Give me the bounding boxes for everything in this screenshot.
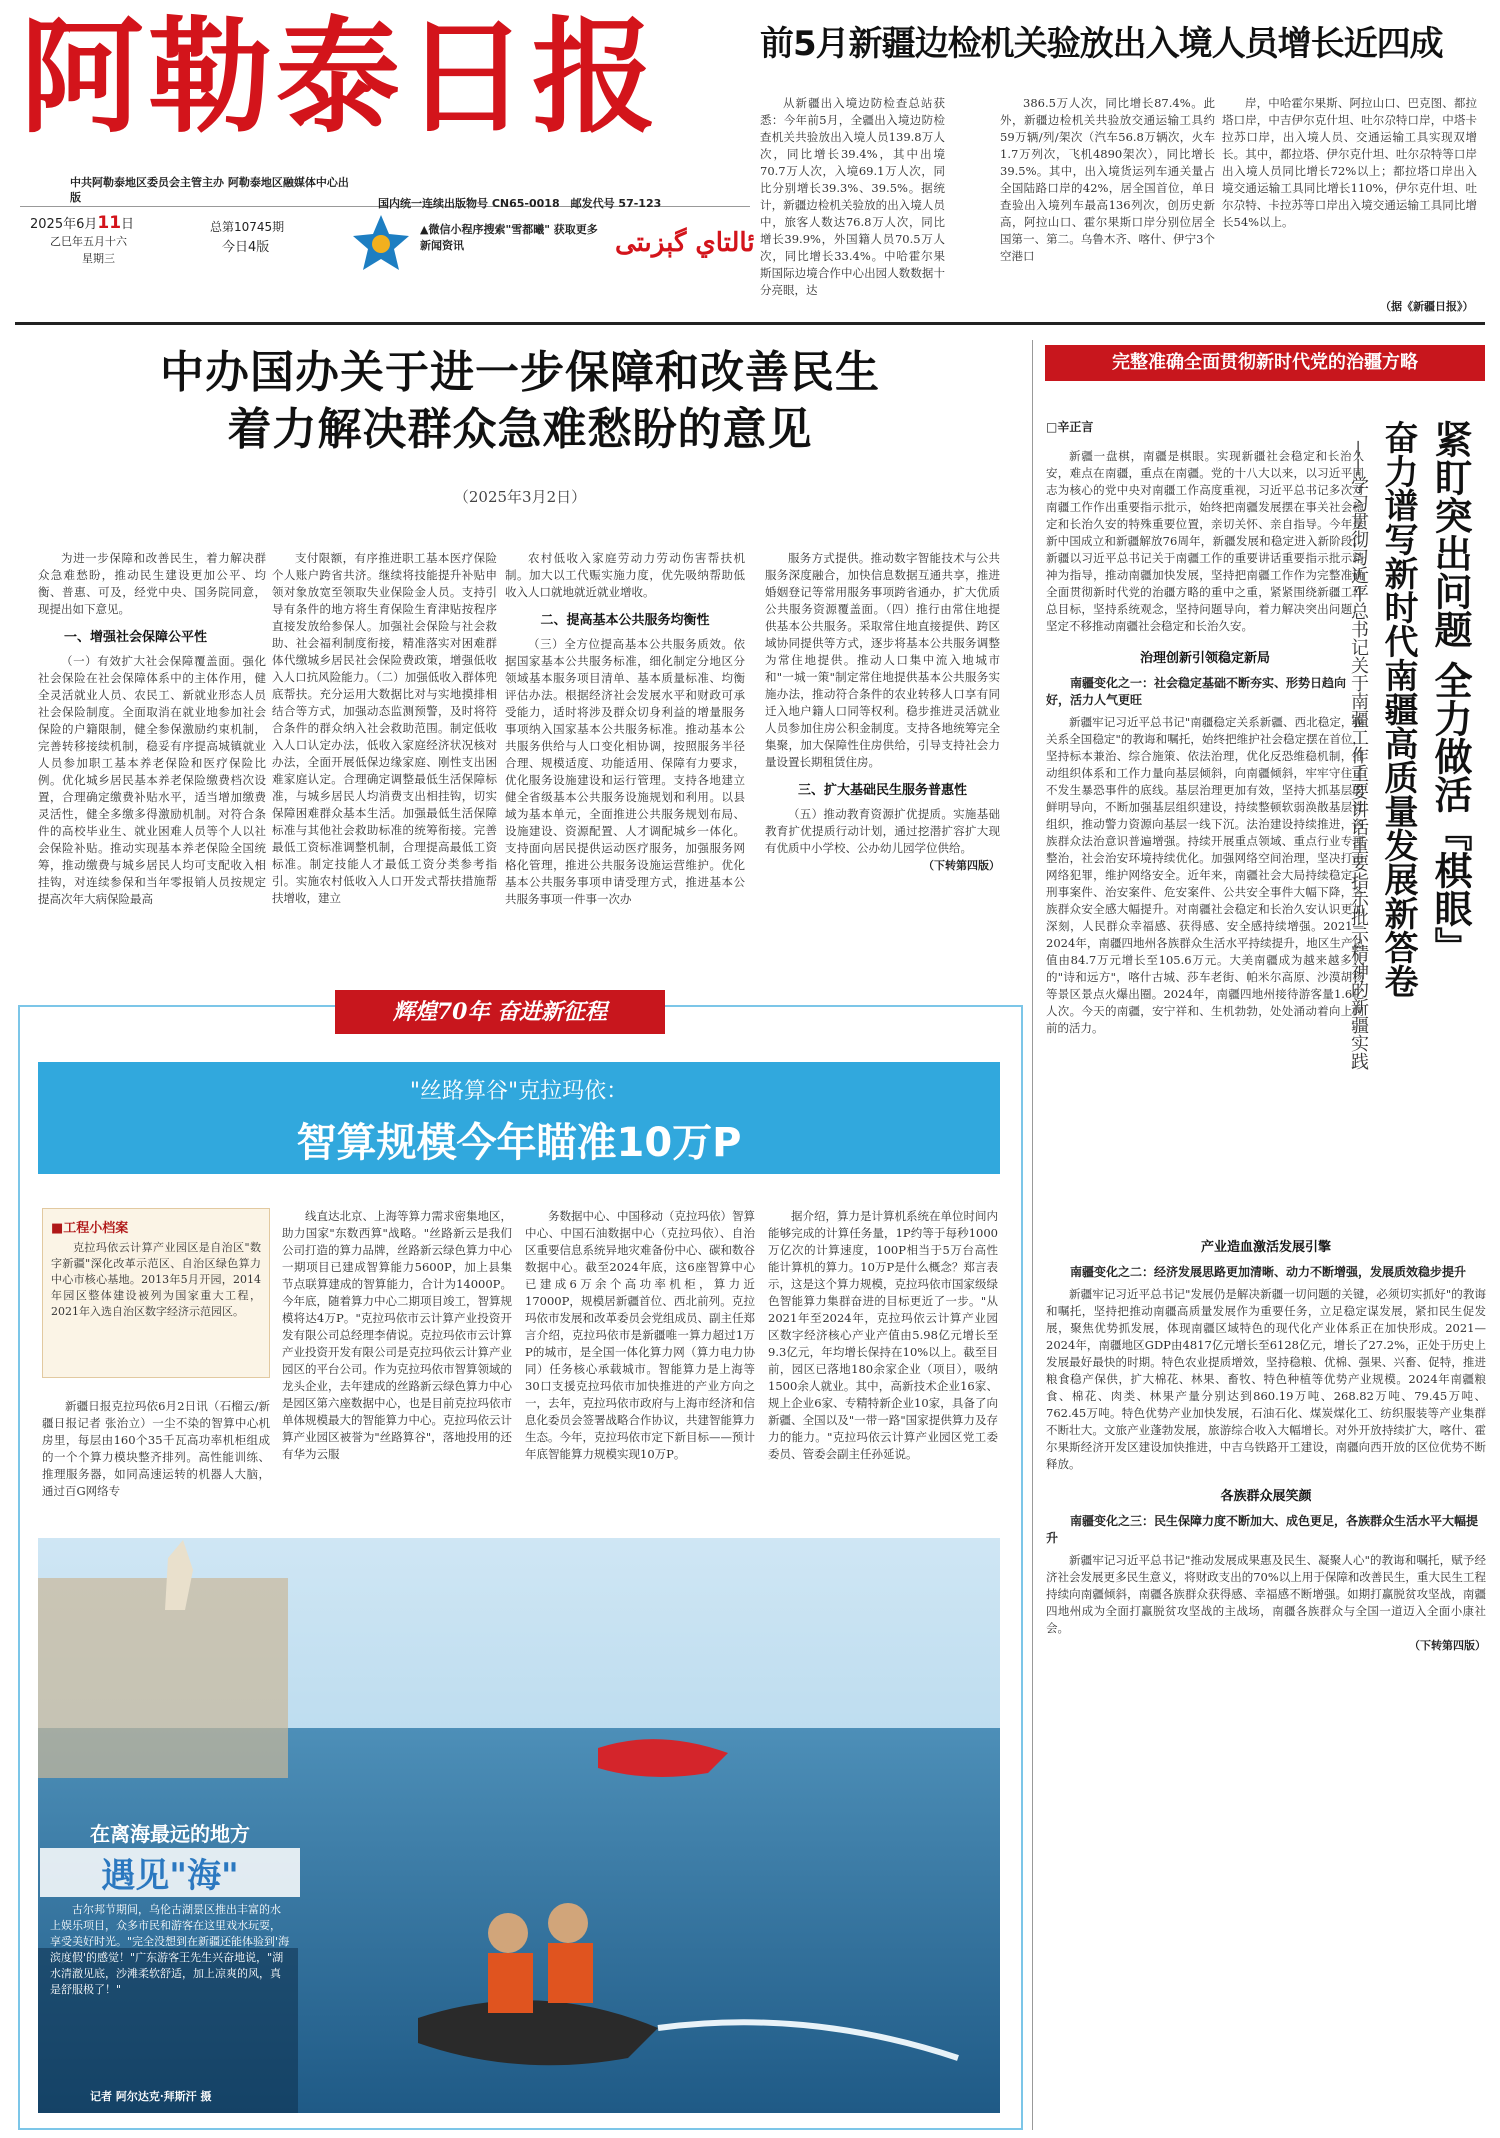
uyghur-logo: ئالتاي گېزىتى — [615, 228, 755, 258]
special-col-2: 线直达北京、上海等算力需求密集地区，助力国家"东数西算"战略。"丝路新云是我们公司打造的算力品牌，丝路新云绿色算力中心一期项目已建成智算能力5600P，加上县集节点联算建成的智算能力，合计为14000P。今年底，随着算力中心二期项目竣工，智算规模将达4万P。"克拉玛依市云计算产业投资开发有限公司总经理李倩说。克拉玛依市云计算产业投资开发有限公司是克拉玛依云计算产业园区的平台公司。作为克拉玛依市智算领域的龙头企业，去年建成的丝路新云绿色算力中心是园区第六座数据中心，也是目前克拉玛依市单体规模最大的智能算力中心。克拉玛依云计算产业园区被誉为"丝路算谷"，落地投用的还有华为云服 — [282, 1209, 512, 1461]
lead-col1-intro: 为进一步保障和改善民生，着力解决群众急难愁盼，推动民生建设更加公平、均衡、普惠、可及，经党中央、国务院同意，现提出如下意见。 — [38, 551, 266, 616]
right-banner: 完整准确全面贯彻新时代党的治疆方略 — [1045, 345, 1485, 381]
lead-col-1 — [38, 550, 266, 908]
top-story-source: （据《新疆日报》） — [1380, 300, 1474, 313]
photo-credit: 记者 阿尔达克·拜斯汗 摄 — [90, 2090, 212, 2103]
right-author: □辛正言 — [1046, 420, 1094, 434]
publication-number: 国内统一连续出版物号 CN65-0018 邮发代号 57-123 — [378, 197, 662, 210]
photo-title: 在离海最远的地方 — [90, 1822, 250, 1846]
special-col-3: 务数据中心、中国移动（克拉玛依）智算中心、中国石油数据中心（克拉玛依）、自治区重要信息系统异地灾难备份中心、碳和数谷数据中心。截至2024年底，这6座智算中心已建成6万余个高功率机柜，算力近17000P，规模居新疆首位、西北前列。克拉玛依市发展和改革委员会党组成员、副主任郑言介绍，克拉玛依市是新疆唯一算力超过1万P的城市，是全国一体化算力网（算力电力协同）任务核心承载城市。智能算力是上海等30口支援克拉玛依市加快推进的产业方向之一，去年，克拉玛依市政府与上海市经济和信息化委员会签署战略合作协议，共建智能算力生态。今年，克拉玛依市定下新目标——预计年底智能算力规模实现10万P。 — [525, 1209, 755, 1461]
special-banner: 辉煌70年 奋进新征程 — [335, 990, 665, 1034]
lunar-date: 乙巳年五月十六 — [50, 235, 127, 248]
profile-text: 克拉玛依云计算产业园区是自治区"数字新疆"深化改革示范区、自治区绿色算力中心市核心基地。2013年5月开园，2014年园区整体建设被列为国家重大工程，2021年入选自治区数字经济示范园区。 — [51, 1241, 261, 1318]
right-bold-3: 南疆变化之三：民生保障力度不断加大、成色更足，各族群众生活水平大幅提升 — [1046, 1514, 1479, 1545]
photo-caption: 古尔邦节期间，乌伦古湖景区推出丰富的水上娱乐项目，众多市民和游客在这里戏水玩耍，享受美好时光。"完全没想到在新疆还能体验到'海滨度假'的感觉！"广东游客王先生兴奋地说，"湖水清澈见底，沙滩柔软舒适，加上凉爽的风，真是舒服极了！" — [50, 1903, 290, 1996]
right-article-lower — [1046, 1228, 1486, 1653]
lead-section-1: 一、增强社会保障公平性 — [64, 630, 208, 645]
page-count: 今日4版 — [222, 240, 270, 255]
special-col-4: 据介绍，算力是计算机系统在单位时间内能够完成的计算任务量，1P约等于每秒1000万亿次的计算速度，100P相当于5万台高性能计算机的算力。10万P是什么概念？郑言表示，这是这个算力规模，克拉玛依市国家级绿色智能算力集群奋进的目标更近了一步。"从2021年至2024年，克拉玛依云计算产业园区数字经济核心产业产值由5.98亿元增长至9.3亿元，年均增长保持在10%以上。截至目前，园区已落地180余家企业（项目），吸纳1500余人就业。其中，高新技术企业16家、规上企业6家、专精特新企业10家，具备了向新疆、全国以及"一带一路"国家提供算力及存力的能力。"克拉玛依云计算产业园区党工委委员、管委会副主任孙延说。 — [768, 1209, 998, 1461]
right-continued: （下转第四版） — [1409, 1639, 1486, 1652]
issue-date — [30, 214, 134, 234]
weekday: 星期三 — [82, 252, 115, 265]
special-col-1: 新疆日报克拉玛依6月2日讯（石榴云/新疆日报记者 张治立）一尘不染的智算中心机房里，每层由160个35千瓦高功率机柜组成的一个个算力模块整齐排列。高性能训练、推理服务器，如同高速运转的机器人大脑，通过百G网络专 — [42, 1399, 270, 1498]
date-day: 11 — [97, 213, 122, 233]
right-para-4: 新疆牢记习近平总书记"推动发展成果惠及民生、凝聚人心"的教诲和嘱托，赋予经济社会发展更多民生意义，将财政支出的70%以上用于保障和改善民生，重大民生工程持续向南疆倾斜，南疆各族群众获得感、幸福感不断增强。如期打赢脱贫攻坚战，南疆四地州成为全面打赢脱贫攻坚战的主战场，南疆各族群众与全国一道迈入全面小康社会。 — [1046, 1553, 1486, 1635]
right-dek: ——学习贯彻习近平总书记关于南疆工作重要讲话重要指示批示精神的新疆实践 — [1348, 440, 1369, 1070]
lead-col4-intro: 服务方式提供。推动数字智能技术与公共服务深度融合，加快信息数据互通共享，推进婚姻登记等常用服务事项跨省通办，扩大优质公共服务资源覆盖面。（四）推行由常住地提供基本公共服务。采取常住地直接提供、跨区域协同提供等方式，逐步将基本公共服务调整为常住地提供。推动人口集中流入地城市和"一城一策"制定常住地提供基本公共服务实施办法，推动符合条件的农业转移人口享有同迁入地户籍人口同等权利。稳步推进灵活就业人员参加住房公积金制度。支持各地统筹完全集聚，加大保障性住房供给，引导支持社会力量设置长期租赁住房。 — [765, 551, 1000, 769]
right-heading-3: 各族群众展笑颜 — [1220, 1489, 1312, 1504]
lead-col-3 — [505, 550, 745, 908]
date-suffix: 日 — [121, 217, 135, 232]
photo-big-title: 遇见"海" — [40, 1848, 300, 1897]
profile-title: ■工程小档案 — [51, 1221, 129, 1236]
date-month: 2025年6月 — [30, 217, 98, 232]
mini-program-note: ▲微信小程序搜索"雪都曦" 获取更多新闻资讯 — [420, 223, 598, 252]
lead-col3-intro: 农村低收入家庭劳动力劳动伤害帮扶机制。加大以工代赈实施力度，优先吸纳帮助低收入人口就地就近就业增收。 — [505, 551, 745, 599]
lead-headline-1: 中办国办关于进一步保障和改善民生 — [160, 347, 880, 398]
right-para-3: 新疆牢记习近平总书记"发展仍是解决新疆一切问题的关键，必须切实抓好"的教诲和嘱托，坚持把推动南疆高质量发展作为重要任务，立足稳定谋发展，紧扣民生促发展，聚焦优势抓发展，体现南疆区域特色的现代化产业体系正在加快形成。2021—2024年，南疆地区GDP由4817亿元增长至6128亿元，增长了27.2%，正处于历史上发展最好最快的时期。特色农业提质增效，坚持稳粮、优棉、强果、兴畜、促特，推进粮食稳产保供，扩大棉花、林果、畜牧、特色种植等优势产业规模。2024年南疆粮食、棉花、肉类、林果产量分别达到860.19万吨、268.82万吨、79.45万吨、762.45万吨。特色优势产业加快发展，石油石化、煤炭煤化工、纺织服装等产业集群不断壮大。文旅产业蓬勃发展，旅游综合收入大幅增长。对外开放持续扩大，喀什、霍尔果斯经济开发区建设加快推进，中吉乌铁路开工建设，南疆向西开放的区位优势不断释放。 — [1046, 1287, 1486, 1471]
right-heading-1: 治理创新引领稳定新局 — [1139, 651, 1270, 666]
special-headline-band — [38, 1062, 1000, 1174]
special-headline: 智算规模今年瞄准10万P — [296, 1120, 742, 1166]
right-intro: 新疆一盘棋，南疆是棋眼。实现新疆社会稳定和长治久安，难点在南疆，重点在南疆。党的十八大以来，以习近平同志为核心的党中央对南疆工作高度重视，习近平总书记多次对南疆工作作出重要指示批示，始终把南疆发展摆在事关社会稳定和长治久安的特殊重要位置，亲切关怀、亲自指导。今年是新中国成立和新疆解放76周年，新疆发展和稳定进入新阶段。新疆以习近平总书记关于南疆工作的重要讲话重要指示批示精神为指导，推动南疆加快发展，坚持把南疆工作作为完整准确全面贯彻新时代党的治疆方略的重中之重，紧紧围绕新疆工作总目标，坚持系统观念，坚持问题导向，着力解决突出问题，坚定不移推动南疆社会稳定和长治久安。 — [1046, 449, 1364, 633]
masthead-title: 阿勒泰日报 — [20, 5, 661, 150]
lead-headline-2: 着力解决群众急难愁盼的意见 — [227, 404, 813, 455]
right-para-2: 新疆牢记习近平总书记"南疆稳定关系新疆、西北稳定，也关系全国稳定"的教诲和嘱托，始终把维护社会稳定摆在首位，坚持标本兼治、综合施策、依法治理，优化反恐维稳机制，推动组织体系和工作力量向基层倾斜，向南疆倾斜，牢牢守住了不发生暴恐事件的底线。基层治理更加有效，坚持大抓基层的鲜明导向，不断加强基层组织建设，持续整顿软弱涣散基层党组织，推动警力资源向基层一线下沉。法治建设持续推进，各族群众法治意识普遍增强。持续开展重点领域、重点行业专项整治，社会治安环境持续优化。加强网络空间治理，坚决打击网络犯罪，维护网络安全。近年来，南疆社会大局持续稳定，刑事案件、治安案件、危安案件、公共安全事件大幅下降，各族群众安全感大幅提升。对南疆社会稳定和长治久安认识更加深刻，人民群众幸福感、获得感、安全感持续增强。2021—2024年，南疆四地州各族群众生活水平持续提升，地区生产总值由84.7万元增长至105.6万元。大美南疆成为越来越多人的"诗和远方"，喀什古城、莎车老街、帕米尔高原、沙漠胡杨等景区景点火爆出圈。2024年，南疆四地州接待游客量1.6亿人次。今天的南疆，安宁祥和、生机勃勃，处处涌动着向上向前的活力。 — [1046, 715, 1364, 1035]
top-story-col2: 386.5万人次，同比增长87.4%。此外，新疆边检机关共验放交通运输工具约59万辆/列/架次（汽车56.8万辆次，火车1.7万列次，飞机4890架次），同比增长39.5%。其中，出入境货运列车通关量占全国陆路口岸的42%，居全国首位，单日查验出入境列车最高136列次，创历史新高，阿拉山口、霍尔果斯口岸分别位居全国第一、第二。乌鲁木齐、喀什、伊宁3个空港口 — [1000, 96, 1215, 263]
logo-star-icon — [350, 212, 412, 274]
right-heading-2: 产业造血激活发展引擎 — [1200, 1240, 1331, 1255]
right-main-headline: 紧盯突出问题 全力做活『棋眼』 — [1428, 420, 1472, 966]
project-profile-box — [42, 1208, 270, 1378]
right-bold-2: 南疆变化之二：经济发展思路更加清晰、动力不断增强，发展质效稳步提升 — [1070, 1265, 1467, 1279]
right-sub-headline: 奋力谱写新时代南疆高质量发展新答卷 — [1378, 420, 1418, 998]
lead-col4-body: （五）推动教育资源扩优提质。实施基础教育扩优提质行动计划，通过挖潜扩容扩大现有优质中小学校、公办幼儿园学位供给。 — [765, 807, 1000, 855]
right-article — [1046, 448, 1364, 1037]
special-kicker: "丝路算谷"克拉玛依： — [409, 1079, 629, 1104]
issue-number: 总第10745期 — [210, 220, 285, 234]
lead-section-2: 二、提高基本公共服务均衡性 — [540, 613, 710, 628]
lead-col1-body: （一）有效扩大社会保障覆盖面。强化社会保险在社会保障体系中的主体作用，健全灵活就业人员、农民工、新就业形态人员社会保险制度。全面取消在就业地参加社会保险的户籍限制，健全参保激励约束机制，完善转移接续机制，稳妥有序提高城镇就业人员参加职工基本养老保险和医疗保险比例。优化城乡居民基本养老保险缴费档次设置，合理确定缴费补贴水平，适当增加缴费灵活性，健全多缴多得激励机制。对符合条件的高校毕业生、就业困难人员等个人以社会保险补贴。推动实现基本养老保险全国统筹，推动缴费与城乡居民人均可支配收入相挂钩，对连续参保和当年零报销人员按规定提高次年大病保险最高 — [38, 654, 266, 906]
top-story-col1: 从新疆出入境边防检查总站获悉：今年前5月，全疆出入境边防检查机关共验放出入境人员139.8万人次，同比增长39.4%，其中出境70.7万人次，入境69.1万人次，同比分别增长39.3%、39.5%。据统计，新疆边检机关验放的出入境人员中，旅客人数达76.8万人次，同比增长39.9%，外国籍人员70.5万人次，同比增长33.4%。中哈霍尔果斯国际边境合作中心出园人数数据十分亮眼，达 — [760, 96, 945, 297]
lead-continued: （下转第四版） — [923, 859, 1000, 872]
lead-col-4 — [765, 550, 1000, 873]
lead-col-2: 支付限额，有序推进职工基本医疗保险个人账户跨省共济。继续将技能提升补贴申领对象放宽至领取失业保险金人员。支持引导有条件的地方将生育保险生育津贴按程序直接发放给参保人。加强社会保险与社会救助、社会福利制度衔接，精准落实对困难群体代缴城乡居民社会保险费政策，增强低收入人口抗风险能力。（二）加强低收入群体兜底帮扶。充分运用大数据比对与实地摸排相结合等方式，加强动态监测预警，及时将符合条件的群众纳入社会救助范围。制定低收入人口认定办法，低收入家庭经济状况核对办法，全面开展低保边缘家庭、刚性支出困难家庭认定。合理确定调整最低生活保障标准，与城乡居民人均消费支出相挂钩，切实保障困难群众基本生活。加强最低生活保障标准与其他社会救助标准的统筹衔接。完善最低工资标准调整机制，合理提高最低工资标准。制定技能人才最低工资分类参考指引。实施农村低收入人口开发式帮扶措施帮扶增收，建立 — [272, 551, 497, 905]
top-story-headline: 前5月新疆边检机关验放出入境人员增长近四成 — [760, 24, 1443, 64]
right-bold-1: 南疆变化之一：社会稳定基础不断夯实、形势日趋向好，活力人气更旺 — [1046, 676, 1347, 707]
lead-col3-body: （三）全方位提高基本公共服务质效。依据国家基本公共服务标准，细化制定分地区分领域基本服务项目清单、基本质量标准、均衡评估办法。根据经济社会发展水平和财政可承受能力，适时将涉及群众切身利益的增量服务事项纳入国家基本公共服务标准。推动基本公共服务供给与人口变化相协调，按照服务半径合理、规模适度、功能适用、保障有力要求，优化服务设施建设和运行管理。支持各地建立健全省级基本公共服务设施规划和利用。以县域为基本单元，全面推进公共服务规划布局、设施建设、资源配置、人才调配城乡一体化。支持面向居民提供运动医疗服务，加强服务网格化管理，推进公共服务设施运营维护。优化基本公共服务事项申请受理方式，推进基本公共服务事项一件事一次办 — [505, 637, 745, 906]
sponsor-line: 中共阿勒泰地区委员会主管主办 阿勒泰地区融媒体中心出版 — [70, 176, 349, 204]
top-story-col3: 岸，中哈霍尔果斯、阿拉山口、巴克图、都拉塔口岸，中吉伊尔克什坦、吐尔尕特口岸，中塔卡拉苏口岸，出入境人员、交通运输工具实现双增长。其中，都拉塔、伊尔克什坦、吐尔尕特等口岸出入境人员同比增长72%以上；都拉塔口岸出入境交通运输工具同比增长110%，伊尔克什坦、吐尔尕特、卡拉苏等口岸出入境交通运输工具同比增长54%以上。 — [1222, 96, 1477, 229]
lead-date: （2025年3月2日） — [453, 488, 587, 506]
lead-section-3: 三、扩大基础民生服务普惠性 — [797, 783, 967, 798]
